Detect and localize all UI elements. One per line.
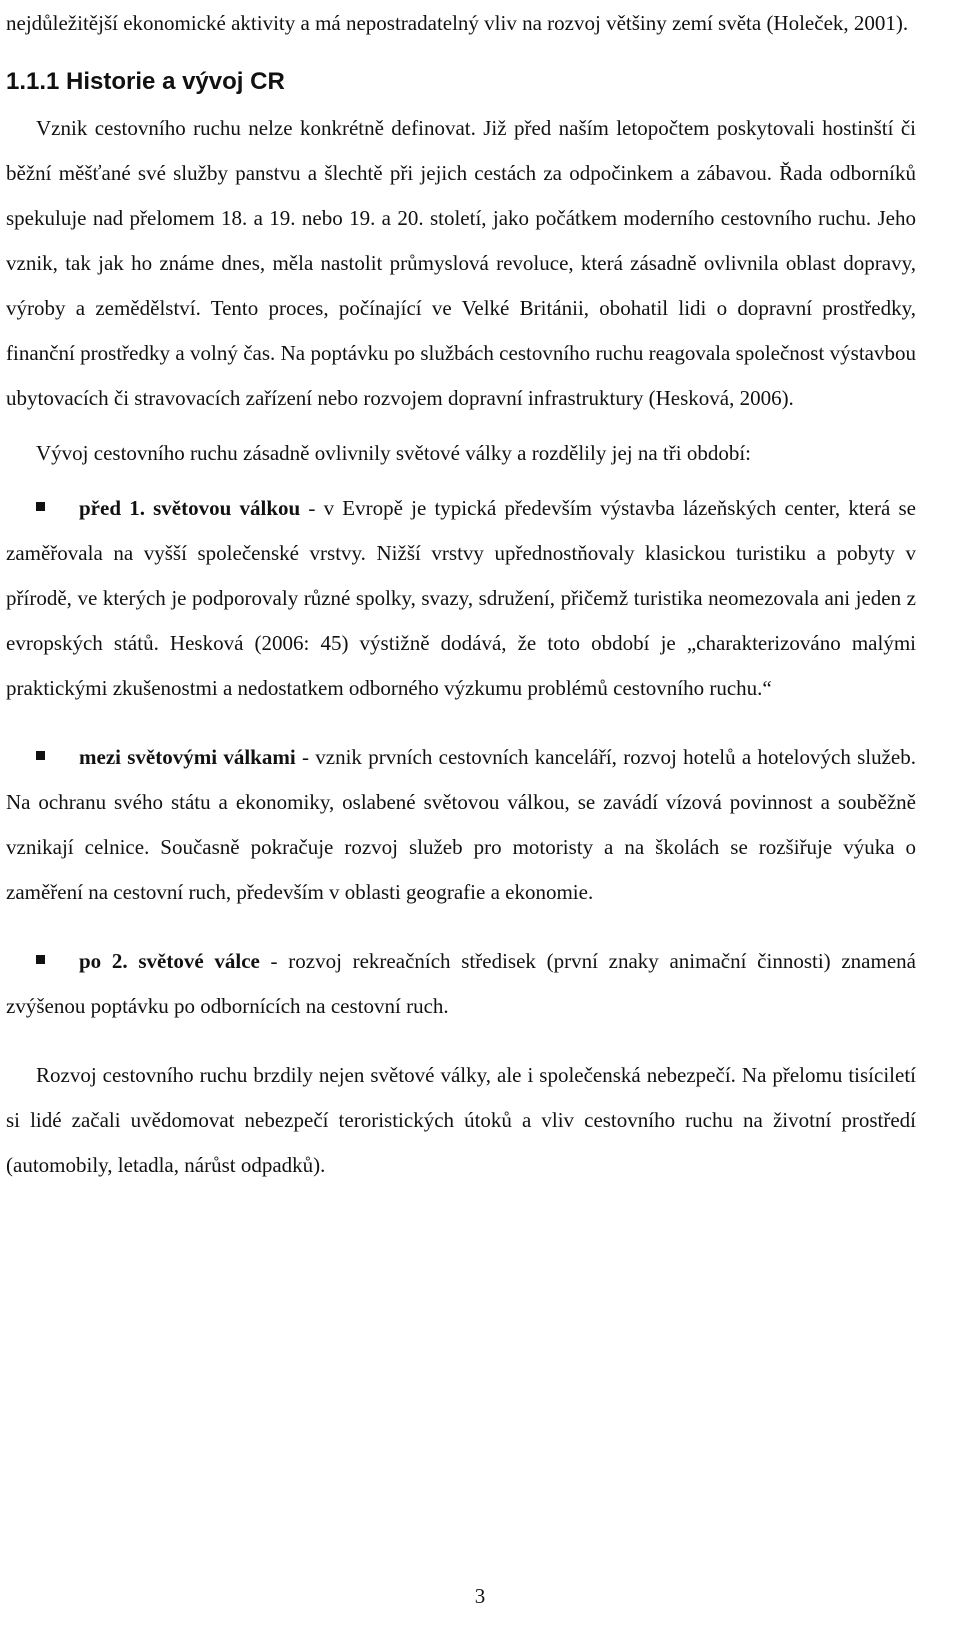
bullet-lead: po 2. světové válce	[79, 949, 260, 973]
bullet-lead: před 1. světovou válkou	[79, 496, 301, 520]
periods-intro-paragraph: Vývoj cestovního ruchu zásadně ovlivnily světové války a rozdělily jej na tři období:	[36, 441, 751, 465]
final-paragraph: Rozvoj cestovního ruchu brzdily nejen světové války, ale i společenská nebezpečí. Na přelomu tisíciletí si lidé začali uvědomovat nebezpečí teroristických útoků a vliv cestovního ruchu na životní prostředí (automobily, letadla, nárůst odpadků).	[6, 1063, 916, 1177]
bullet-text: - rozvoj rekreačních středisek (první znaky animační činnosti) znamená zvýšenou poptávku po odbornících na cestovní ruch.	[6, 949, 916, 1018]
square-bullet-icon	[36, 502, 45, 511]
bullet-text: - vznik prvních cestovních kanceláří, rozvoj hotelů a hotelových služeb. Na ochranu svého státu a ekonomiky, oslabené světovou válkou, se zavádí vízová povinnost a souběžně vznikají celnice. Současně pokračuje rozvoj služeb pro motoristy a na školách se rozšiřuje výuka o zaměření na cestovní ruch, především v oblasti geografie a ekonomie.	[6, 745, 917, 904]
bullet-item-interwar	[6, 735, 916, 915]
bullet-item-prewar	[6, 486, 916, 711]
square-bullet-icon	[36, 751, 45, 760]
section-heading: 1.1.1 Historie a vývoj CR	[6, 68, 285, 95]
bullet-item-postwar	[6, 939, 916, 1029]
bullet-lead: mezi světovými válkami	[79, 745, 296, 769]
bullet-text: - v Evropě je typická především výstavba lázeňských center, která se zaměřovala na vyšší společenské vrstvy. Nižší vrstvy upřednostňovaly klasickou turistiku a pobyty v přírodě, ve kterých je podporovaly různé spolky, svazy, sdružení, přičemž turistika neomezovala ani jeden z evropských států. Hesková (2006: 45) výstižně dodává, že toto období je „charakterizováno malými praktickými zkušenostmi a nedostatkem odborného výzkumu problémů cestovního ruchu.“	[6, 496, 917, 700]
document-body	[6, 0, 916, 1188]
page-number: 3	[474, 1584, 486, 1608]
square-bullet-icon	[36, 955, 45, 964]
history-paragraph: Vznik cestovního ruchu nelze konkrétně definovat. Již před naším letopočtem poskytovali hostinští či běžní měšťané své služby panstvu a šlechtě při jejich cestách za odpočinkem a zábavou. Řada odborníků spekuluje nad přelomem 18. a 19. nebo 19. a 20. století, jako počátkem moderního cestovního ruchu. Jeho vznik, tak jak ho známe dnes, měla nastolit průmyslová revoluce, která zásadně ovlivnila oblast dopravy, výroby a zemědělství. Tento proces, počínající ve Velké Británii, obohatil lidi o dopravní prostředky, finanční prostředky a volný čas. Na poptávku po službách cestovního ruchu reagovala společnost výstavbou ubytovacích či stravovacích zařízení nebo rozvojem dopravní infrastruktury (Hesková, 2006).	[6, 116, 916, 410]
top-paragraph: nejdůležitější ekonomické aktivity a má nepostradatelný vliv na rozvoj většiny zemí světa (Holeček, 2001).	[6, 11, 909, 35]
